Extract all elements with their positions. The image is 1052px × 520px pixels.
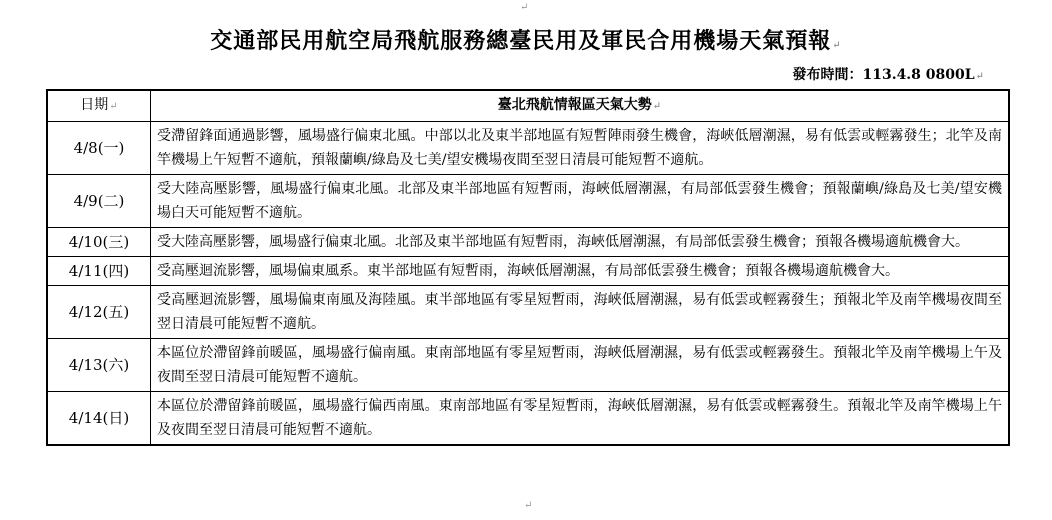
table-row bbox=[47, 122, 1009, 175]
paragraph-mark: ↵ bbox=[109, 101, 118, 112]
table-row bbox=[47, 392, 1009, 446]
row-forecast-text: 受大陸高壓影響，風場盛行偏東北風。北部及東半部地區有短暫雨，海峽低層潮濕，有局部低雲發生機會；預報蘭嶼/綠島及七美/望安機場白天可能短暫不適航。 bbox=[151, 175, 1010, 228]
paragraph-mark: ↵ bbox=[652, 101, 662, 112]
row-forecast-text: 受大陸高壓影響，風場盛行偏東北風。北部及東半部地區有短暫雨，海峽低層潮濕，有局部低雲發生機會；預報各機場適航機會大。 bbox=[151, 228, 1010, 257]
header-forecast-label: 臺北飛航情報區天氣大勢 bbox=[497, 97, 652, 113]
row-forecast-text: 受高壓迴流影響，風場偏東風系。東半部地區有短暫雨，海峽低層潮濕，有局部低雲發生機會；預報各機場適航機會大。 bbox=[151, 257, 1010, 286]
row-date: 4/8(一) bbox=[47, 122, 151, 175]
document-title bbox=[0, 24, 1052, 55]
table-row bbox=[47, 228, 1009, 257]
table-header-row bbox=[47, 90, 1009, 122]
forecast-table bbox=[46, 89, 1010, 446]
table-row bbox=[47, 339, 1009, 392]
table-row bbox=[47, 257, 1009, 286]
paragraph-mark: ↵ bbox=[520, 2, 529, 13]
header-forecast bbox=[151, 90, 1010, 122]
row-date: 4/11(四) bbox=[47, 257, 151, 286]
paragraph-mark: ↵ bbox=[524, 500, 533, 511]
row-forecast-text: 受高壓迴流影響，風場偏東南風及海陸風。東半部地區有零星短暫雨，海峽低層潮濕，易有低雲或輕霧發生；預報北竿及南竿機場夜間至翌日清晨可能短暫不適航。 bbox=[151, 286, 1010, 339]
row-date: 4/9(二) bbox=[47, 175, 151, 228]
header-date-label: 日期 bbox=[80, 97, 109, 113]
table-row bbox=[47, 286, 1009, 339]
document-title-text: 交通部民用航空局飛航服務總臺民用及軍民合用機場天氣預報 bbox=[210, 28, 832, 54]
row-date: 4/13(六) bbox=[47, 339, 151, 392]
paragraph-mark: ↵ bbox=[975, 71, 984, 82]
row-forecast-text: 受滯留鋒面通過影響，風場盛行偏東北風。中部以北及東半部地區有短暫陣雨發生機會，海峽低層潮濕，易有低雲或輕霧發生；北竿及南竿機場上午短暫不適航，預報蘭嶼/綠島及七美/望安機場夜間至翌日清晨可能短暫不適航。 bbox=[151, 122, 1010, 175]
row-forecast-text: 本區位於滯留鋒前暖區，風場盛行偏南風。東南部地區有零星短暫雨，海峽低層潮濕，易有低雲或輕霧發生。預報北竿及南竿機場上午及夜間至翌日清晨可能短暫不適航。 bbox=[151, 339, 1010, 392]
issue-time-text: 發布時間：113.4.8 0800L bbox=[792, 67, 975, 83]
row-date: 4/10(三) bbox=[47, 228, 151, 257]
paragraph-mark: ↵ bbox=[832, 40, 842, 51]
row-date: 4/14(日) bbox=[47, 392, 151, 446]
row-date: 4/12(五) bbox=[47, 286, 151, 339]
table-row bbox=[47, 175, 1009, 228]
header-date bbox=[47, 90, 151, 122]
issue-time bbox=[792, 64, 984, 84]
row-forecast-text: 本區位於滯留鋒前暖區，風場盛行偏西南風。東南部地區有零星短暫雨，海峽低層潮濕，易有低雲或輕霧發生。預報北竿及南竿機場上午及夜間至翌日清晨可能短暫不適航。 bbox=[151, 392, 1010, 446]
